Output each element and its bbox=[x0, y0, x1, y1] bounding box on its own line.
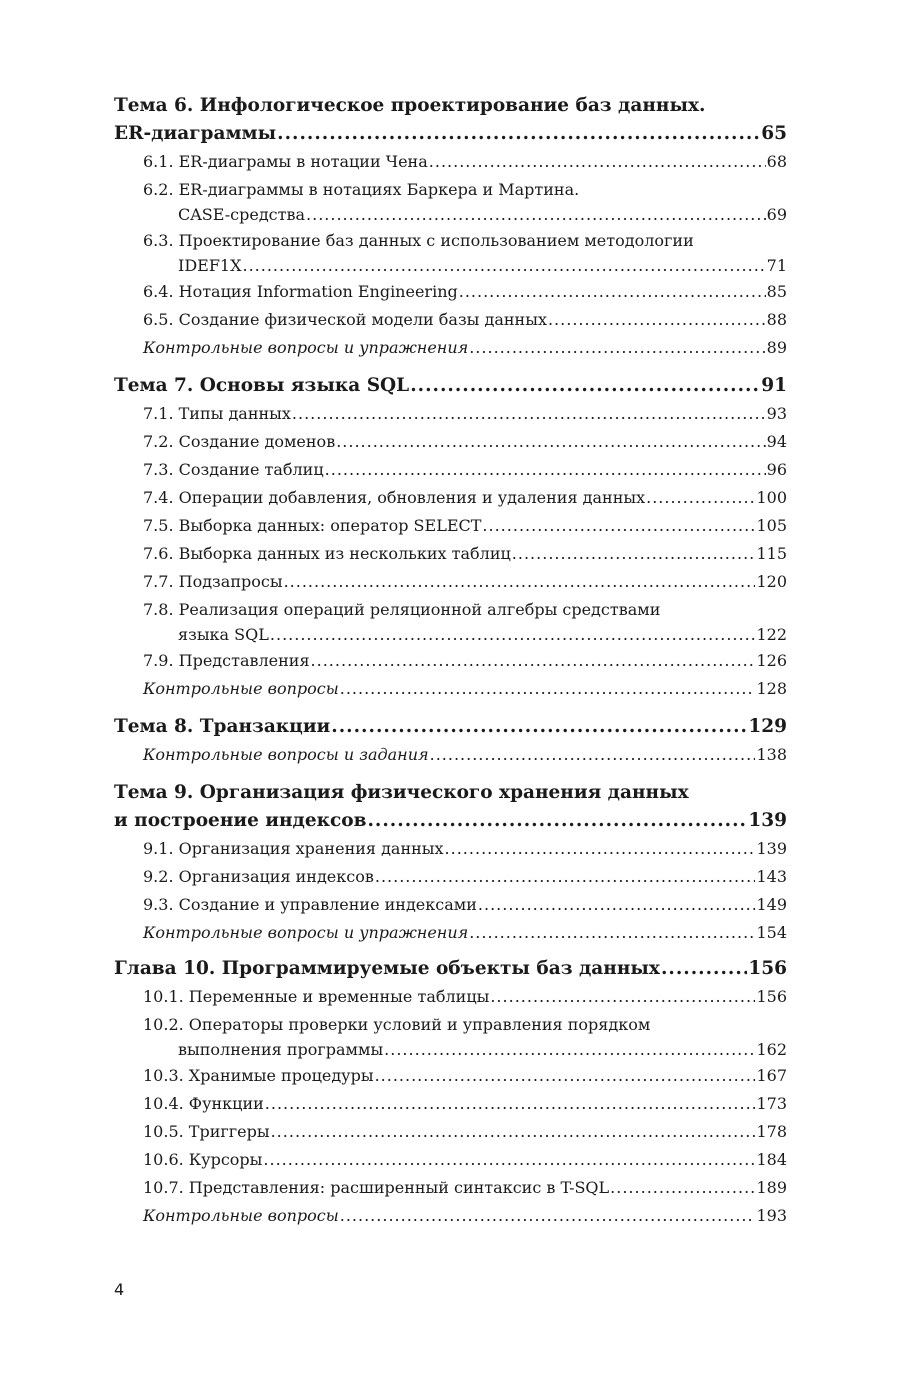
toc-entry-title: 7.7. Подзапросы bbox=[143, 572, 283, 591]
toc-page-number: 91 bbox=[761, 375, 787, 396]
toc-entry-title: 7.6. Выборка данных из нескольких таблиц bbox=[143, 544, 511, 563]
toc-entry[interactable] bbox=[114, 306, 787, 334]
toc-entry[interactable] bbox=[114, 596, 787, 647]
table-of-contents bbox=[114, 92, 787, 1230]
toc-entry-title: Контрольные вопросы и упражнения bbox=[143, 923, 469, 942]
toc-page-number: 143 bbox=[756, 867, 787, 886]
toc-page-number: 65 bbox=[761, 123, 787, 144]
toc-entry[interactable] bbox=[114, 540, 787, 568]
toc-page-number: 154 bbox=[756, 923, 787, 942]
toc-page-number: 71 bbox=[766, 256, 787, 275]
toc-topic-6[interactable] bbox=[114, 92, 787, 148]
toc-page-number: 138 bbox=[756, 745, 787, 764]
toc-topic-title: Тема 7. Основы языка SQL bbox=[114, 375, 410, 396]
toc-entry[interactable] bbox=[114, 456, 787, 484]
toc-topic-7[interactable] bbox=[114, 372, 787, 400]
toc-entry-title: 7.9. Представления bbox=[143, 651, 310, 670]
toc-page-number: 167 bbox=[756, 1066, 787, 1085]
toc-entry[interactable] bbox=[114, 983, 787, 1011]
toc-page-number: 89 bbox=[766, 338, 787, 357]
toc-entry-title: 9.3. Создание и управление индексами bbox=[143, 895, 477, 914]
toc-entry-title: языка SQL bbox=[178, 625, 269, 644]
toc-entry-title: 10.4. Функции bbox=[143, 1094, 264, 1113]
toc-entry-title: 7.5. Выборка данных: оператор SELECT bbox=[143, 516, 482, 535]
toc-page-number: 156 bbox=[756, 987, 787, 1006]
toc-entry-title: 9.2. Организация индексов bbox=[143, 867, 374, 886]
toc-entry-title: 9.1. Организация хранения данных bbox=[143, 839, 444, 858]
toc-page-number: 94 bbox=[766, 432, 787, 451]
toc-page-number: 173 bbox=[756, 1094, 787, 1113]
toc-entry[interactable] bbox=[114, 1174, 787, 1202]
toc-page-number: 93 bbox=[766, 404, 787, 423]
toc-entry[interactable] bbox=[114, 484, 787, 512]
toc-page-number: 126 bbox=[756, 651, 787, 670]
toc-entry-title: 7.4. Операции добавления, обновления и удаления данных bbox=[143, 488, 646, 507]
toc-entry-title: выполнения программы bbox=[178, 1040, 384, 1059]
toc-entry-title: IDEF1X bbox=[178, 256, 242, 275]
toc-page-number: 129 bbox=[748, 716, 787, 737]
toc-entry-title-line1: 6.2. ER-диаграммы в нотациях Баркера и Мартина. bbox=[143, 180, 580, 199]
toc-page-number: 189 bbox=[756, 1178, 787, 1197]
toc-page-number: 128 bbox=[756, 679, 787, 698]
toc-entry-title: 10.5. Триггеры bbox=[143, 1122, 270, 1141]
toc-entry-questions[interactable] bbox=[114, 919, 787, 947]
toc-entry[interactable] bbox=[114, 1062, 787, 1090]
toc-entry-title-line1: 6.3. Проектирование баз данных с использованием методологии bbox=[143, 231, 694, 250]
toc-entry-title: 10.1. Переменные и временные таблицы bbox=[143, 987, 490, 1006]
toc-topic-title-line1: Тема 9. Организация физического хранения данных bbox=[114, 782, 689, 803]
toc-entry-questions[interactable] bbox=[114, 1202, 787, 1230]
toc-entry-title: Контрольные вопросы bbox=[143, 679, 339, 698]
toc-entry-title: 10.7. Представления: расширенный синтаксис в T-SQL bbox=[143, 1178, 610, 1197]
toc-page-number: 178 bbox=[756, 1122, 787, 1141]
toc-entry-title: 6.1. ER-диаграмы в нотации Чена bbox=[143, 152, 428, 171]
toc-entry-title: Контрольные вопросы bbox=[143, 1206, 339, 1225]
toc-page-number: 69 bbox=[766, 205, 787, 224]
toc-entry[interactable] bbox=[114, 227, 787, 278]
toc-entry[interactable] bbox=[114, 891, 787, 919]
page-number: 4 bbox=[114, 1280, 125, 1299]
toc-chapter-10[interactable] bbox=[114, 955, 787, 983]
toc-page-number: 184 bbox=[756, 1150, 787, 1169]
toc-entry-title: 7.1. Типы данных bbox=[143, 404, 291, 423]
toc-entry-title: 7.3. Создание таблиц bbox=[143, 460, 324, 479]
toc-page-number: 139 bbox=[756, 839, 787, 858]
toc-page-number: 115 bbox=[756, 544, 787, 563]
toc-page-number: 122 bbox=[756, 625, 787, 644]
toc-entry-title: 6.4. Нотация Information Engineering bbox=[143, 282, 458, 301]
toc-entry[interactable] bbox=[114, 176, 787, 227]
toc-topic-8[interactable] bbox=[114, 713, 787, 741]
toc-topic-9[interactable] bbox=[114, 779, 787, 835]
toc-entry-title: 7.2. Создание доменов bbox=[143, 432, 336, 451]
toc-entry[interactable] bbox=[114, 148, 787, 176]
toc-entry[interactable] bbox=[114, 835, 787, 863]
toc-topic-title: и построение индексов bbox=[114, 810, 367, 831]
toc-entry-questions[interactable] bbox=[114, 675, 787, 703]
toc-page-number: 156 bbox=[748, 958, 787, 979]
toc-entry-title: Контрольные вопросы и задания bbox=[143, 745, 429, 764]
toc-entry-title-line1: 10.2. Операторы проверки условий и управления порядком bbox=[143, 1015, 651, 1034]
toc-page-number: 68 bbox=[766, 152, 787, 171]
toc-entry[interactable] bbox=[114, 1011, 787, 1062]
toc-page-number: 120 bbox=[756, 572, 787, 591]
toc-entry-title: CASE-средства bbox=[178, 205, 306, 224]
toc-entry-questions[interactable] bbox=[114, 334, 787, 362]
toc-topic-title-line1: Тема 6. Инфологическое проектирование баз данных. bbox=[114, 95, 706, 116]
toc-entry[interactable] bbox=[114, 1146, 787, 1174]
toc-entry[interactable] bbox=[114, 647, 787, 675]
toc-entry-title: Контрольные вопросы и упражнения bbox=[143, 338, 469, 357]
toc-page-number: 105 bbox=[756, 516, 787, 535]
toc-topic-title: Тема 8. Транзакции bbox=[114, 716, 331, 737]
toc-page-number: 88 bbox=[766, 310, 787, 329]
toc-page-number: 96 bbox=[766, 460, 787, 479]
toc-entry[interactable] bbox=[114, 278, 787, 306]
toc-entry[interactable] bbox=[114, 568, 787, 596]
toc-entry-title: 10.3. Хранимые процедуры bbox=[143, 1066, 374, 1085]
toc-entry[interactable] bbox=[114, 512, 787, 540]
toc-entry-title: 6.5. Создание физической модели базы данных bbox=[143, 310, 547, 329]
toc-page-number: 149 bbox=[756, 895, 787, 914]
toc-entry[interactable] bbox=[114, 863, 787, 891]
toc-topic-title: ER-диаграммы bbox=[114, 123, 277, 144]
toc-entry-questions[interactable] bbox=[114, 741, 787, 769]
toc-page-number: 139 bbox=[748, 810, 787, 831]
toc-page-number: 162 bbox=[756, 1040, 787, 1059]
toc-entry-title-line1: 7.8. Реализация операций реляционной алгебры средствами bbox=[143, 600, 661, 619]
toc-page-number: 100 bbox=[756, 488, 787, 507]
toc-entry[interactable] bbox=[114, 428, 787, 456]
toc-entry[interactable] bbox=[114, 1118, 787, 1146]
toc-entry[interactable] bbox=[114, 1090, 787, 1118]
toc-page-number: 193 bbox=[756, 1206, 787, 1225]
toc-topic-title: Глава 10. Программируемые объекты баз данных bbox=[114, 958, 660, 979]
toc-entry-title: 10.6. Курсоры bbox=[143, 1150, 263, 1169]
toc-entry[interactable] bbox=[114, 400, 787, 428]
toc-page-number: 85 bbox=[766, 282, 787, 301]
